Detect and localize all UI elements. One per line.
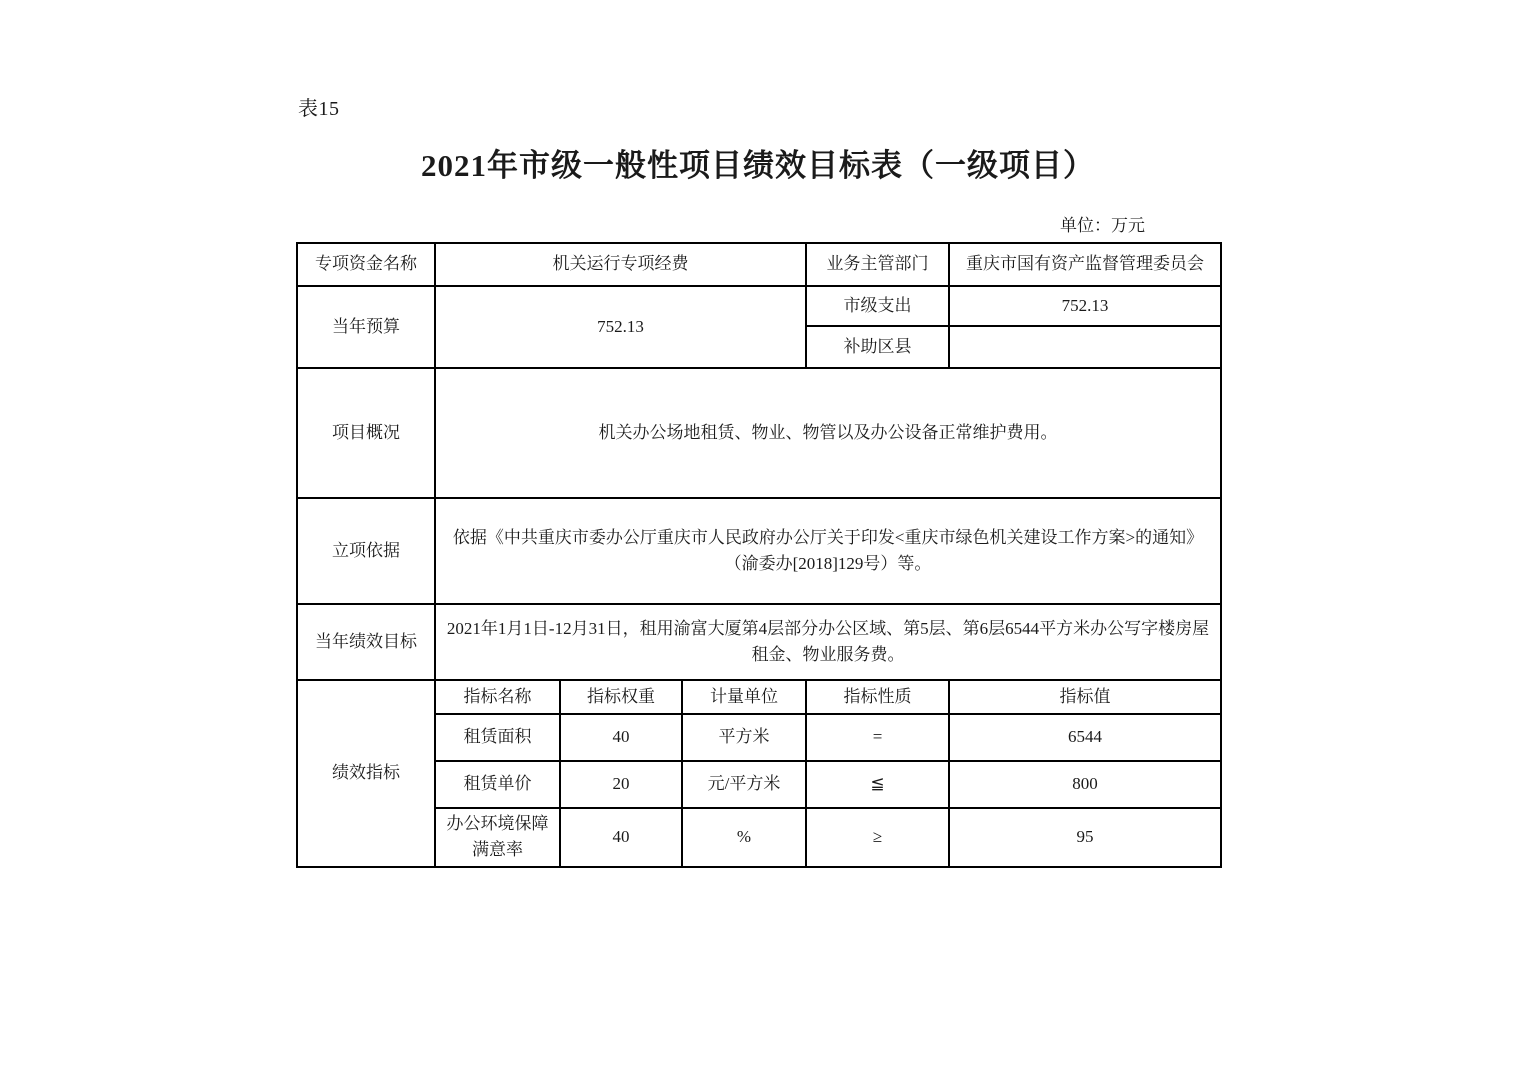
indicator-header-name: 指标名称 [435,680,560,714]
indicator-row [297,808,1221,867]
indicator-nature-cell: ≥ [806,808,949,867]
special-fund-name-cell: 机关运行专项经费 [435,243,806,286]
table-number-label: 表15 [298,98,340,120]
table-row [297,498,1221,604]
indicator-unit-cell: 平方米 [682,714,806,761]
page-title: 2021年市级一般性项目绩效目标表（一级项目） [421,148,1095,183]
indicator-name-cell: 办公环境保障满意率 [435,808,560,867]
indicator-header-unit: 计量单位 [682,680,806,714]
overview-text-cell: 机关办公场地租赁、物业、物管以及办公设备正常维护费用。 [435,368,1221,498]
target-text-cell: 2021年1月1日-12月31日，租用渝富大厦第4层部分办公区域、第5层、第6层6544平方米办公写字楼房屋租金、物业服务费。 [435,604,1221,680]
indicator-weight-cell: 40 [560,714,682,761]
target-label-cell: 当年绩效目标 [297,604,435,680]
indicator-row [297,761,1221,808]
table-row [297,604,1221,680]
city-expense-label-cell: 市级支出 [806,286,949,326]
unit-note: 单位：万元 [1060,216,1145,235]
indicator-value-cell: 800 [949,761,1221,808]
indicator-unit-cell: % [682,808,806,867]
indicator-value-cell: 6544 [949,714,1221,761]
budget-label-cell: 当年预算 [297,286,435,368]
city-expense-value-cell: 752.13 [949,286,1221,326]
dept-label-cell: 业务主管部门 [806,243,949,286]
basis-label-cell: 立项依据 [297,498,435,604]
special-fund-label-cell: 专项资金名称 [297,243,435,286]
indicator-row [297,714,1221,761]
indicator-weight-cell: 40 [560,808,682,867]
budget-value-cell: 752.13 [435,286,806,368]
overview-label-cell: 项目概况 [297,368,435,498]
indicator-section-label-cell: 绩效指标 [297,680,435,867]
indicator-header-nature: 指标性质 [806,680,949,714]
indicator-name-cell: 租赁单价 [435,761,560,808]
table-row [297,243,1221,286]
basis-text-cell: 依据《中共重庆市委办公厅重庆市人民政府办公厅关于印发<重庆市绿色机关建设工作方案>的通知》（渝委办[2018]129号）等。 [435,498,1221,604]
performance-target-table [296,242,1222,868]
indicator-nature-cell: ≦ [806,761,949,808]
indicator-header-value: 指标值 [949,680,1221,714]
indicator-value-cell: 95 [949,808,1221,867]
subsidy-value-cell [949,326,1221,368]
dept-name-cell: 重庆市国有资产监督管理委员会 [949,243,1221,286]
table-row [297,368,1221,498]
indicator-weight-cell: 20 [560,761,682,808]
indicator-header-row [297,680,1221,714]
indicator-nature-cell: = [806,714,949,761]
indicator-header-weight: 指标权重 [560,680,682,714]
table-row [297,286,1221,326]
subsidy-label-cell: 补助区县 [806,326,949,368]
indicator-name-cell: 租赁面积 [435,714,560,761]
indicator-unit-cell: 元/平方米 [682,761,806,808]
